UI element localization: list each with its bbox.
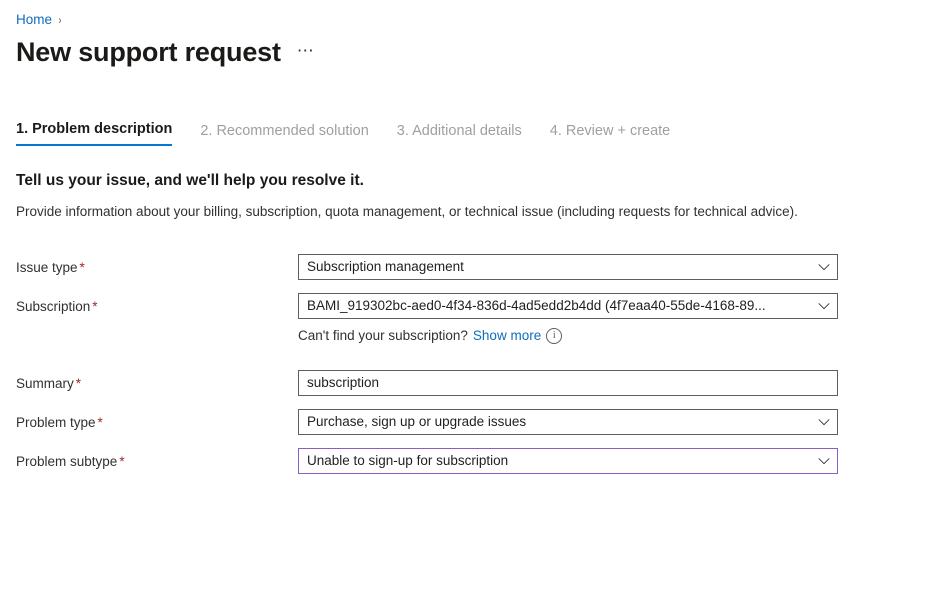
- problem-type-label-text: Problem type: [16, 414, 96, 430]
- summary-row: [16, 370, 924, 396]
- chevron-down-icon: [817, 454, 831, 468]
- problem-type-dropdown[interactable]: [298, 409, 838, 435]
- tab-review-create[interactable]: 4. Review + create: [549, 123, 671, 139]
- chevron-down-icon: [817, 299, 831, 313]
- intro-body: Provide information about your billing, subscription, quota management, or technical issue (including requests for technical advice).: [16, 204, 798, 219]
- issue-type-label-text: Issue type: [16, 259, 78, 275]
- breadcrumb-home-link[interactable]: Home: [16, 12, 53, 27]
- problem-subtype-row: [16, 448, 924, 474]
- problem-subtype-label-text: Problem subtype: [16, 453, 118, 469]
- subscription-dropdown[interactable]: [298, 293, 838, 319]
- problem-subtype-label: [16, 453, 298, 469]
- info-icon[interactable]: i: [546, 328, 562, 344]
- summary-label-text: Summary: [16, 375, 74, 391]
- problem-type-label: [16, 414, 298, 430]
- subscription-value: BAMI_919302bc-aed0-4f34-836d-4ad5edd2b4dd (4f7eaa40-55de-4168-89...: [307, 298, 766, 314]
- helper-spacer: [16, 328, 298, 344]
- problem-subtype-required-marker: *: [119, 453, 125, 469]
- breadcrumb: [16, 0, 924, 27]
- tab-problem-description[interactable]: 1. Problem description: [16, 121, 172, 146]
- show-more-link[interactable]: Show more: [472, 328, 542, 344]
- more-options-icon[interactable]: ⋯: [296, 41, 316, 60]
- support-request-form: [16, 254, 924, 474]
- title-row: [16, 37, 924, 68]
- chevron-down-icon: [817, 260, 831, 274]
- subscription-helper-text: [298, 328, 562, 344]
- chevron-down-icon: [817, 415, 831, 429]
- subscription-label: [16, 298, 298, 314]
- wizard-tabs: [16, 116, 924, 146]
- subscription-helper-row: [16, 328, 924, 344]
- problem-type-row: [16, 409, 924, 435]
- issue-type-required-marker: *: [79, 259, 85, 275]
- page-title: New support request: [16, 37, 281, 67]
- subscription-required-marker: *: [92, 298, 98, 314]
- helper-question: Can't find your subscription?: [298, 328, 468, 344]
- issue-type-label: [16, 259, 298, 275]
- intro-heading: Tell us your issue, and we'll help you resolve it.: [16, 172, 364, 189]
- subscription-row: [16, 293, 924, 319]
- summary-input[interactable]: [298, 370, 838, 396]
- issue-type-value: Subscription management: [307, 259, 464, 275]
- subscription-label-text: Subscription: [16, 298, 91, 314]
- problem-subtype-value: Unable to sign-up for subscription: [307, 453, 509, 469]
- problem-type-required-marker: *: [97, 414, 103, 430]
- issue-type-dropdown[interactable]: [298, 254, 838, 280]
- summary-label: [16, 375, 298, 391]
- breadcrumb-separator-icon: ›: [58, 12, 62, 27]
- summary-required-marker: *: [75, 375, 82, 391]
- tab-additional-details[interactable]: 3. Additional details: [396, 123, 522, 139]
- tab-recommended-solution[interactable]: 2. Recommended solution: [200, 123, 369, 139]
- problem-subtype-dropdown[interactable]: [298, 448, 838, 474]
- problem-type-value: Purchase, sign up or upgrade issues: [307, 414, 527, 430]
- issue-type-row: [16, 254, 924, 280]
